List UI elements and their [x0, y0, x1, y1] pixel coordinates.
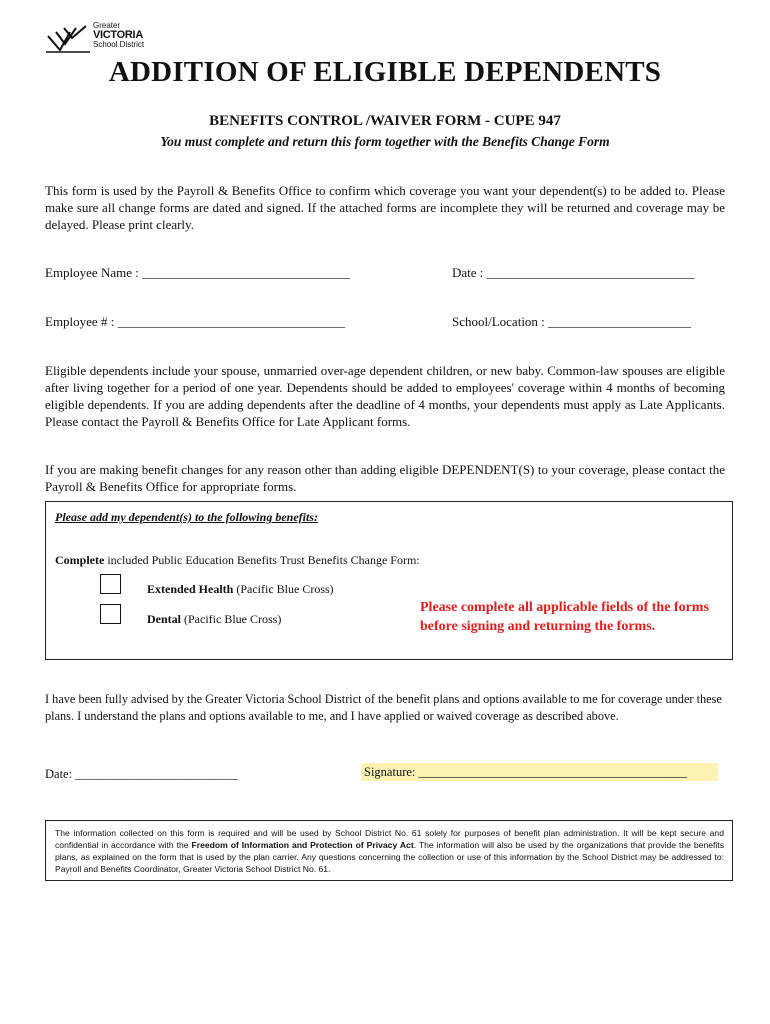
- employee-name-field[interactable]: Employee Name : ________________________________: [45, 265, 351, 280]
- other-changes-paragraph: If you are making benefit changes for any reason other than adding eligible DEPENDENT(S) to your coverage, please contact the Payroll & Benefits Office for appropriate forms.: [45, 462, 725, 494]
- benefits-selection-box: [45, 501, 733, 660]
- signature-field[interactable]: Signature: ___________________________________________: [361, 763, 718, 781]
- acknowledgement-paragraph: I have been fully advised by the Greater Victoria School District of the benefit plans and options available to me for coverage under these plans. I understand the plans and options available to me, and I have applied or waived coverage as described above.: [45, 692, 722, 723]
- benefits-box-heading: Please add my dependent(s) to the following benefits:: [55, 510, 318, 524]
- extended-health-checkbox[interactable]: [100, 574, 121, 594]
- form-subtitle: BENEFITS CONTROL /WAIVER FORM - CUPE 947: [209, 113, 561, 129]
- logo-line-1: Greater: [93, 21, 121, 30]
- dental-provider: (Pacific Blue Cross): [181, 612, 282, 626]
- form-instruction: You must complete and return this form together with the Benefits Change Form: [160, 134, 610, 149]
- privacy-notice-text-1: The information collected on this form is required and will be used by School District No. 61 solely for purposes of benefit plan administration. It will be kept secure and confidential in accordance with the: [55, 828, 724, 850]
- complete-instruction-text: included Public Education Benefits Trust Benefits Change Form:: [104, 553, 420, 567]
- school-location-field[interactable]: School/Location : ______________________: [452, 314, 692, 329]
- privacy-act-name: Freedom of Information and Protection of Privacy Act: [191, 840, 414, 850]
- employee-number-field[interactable]: Employee # : ___________________________________: [45, 314, 346, 329]
- extended-health-label: [147, 582, 334, 597]
- privacy-notice-box: [45, 820, 733, 881]
- completion-warning: Please complete all applicable fields of the forms before signing and returning the forms.: [420, 600, 709, 634]
- signature-date-field[interactable]: Date: __________________________: [45, 767, 238, 781]
- extended-health-provider: (Pacific Blue Cross): [233, 582, 334, 596]
- complete-instruction: [55, 553, 420, 568]
- dental-name: Dental: [147, 612, 181, 626]
- complete-bold-label: Complete: [55, 553, 105, 567]
- dental-checkbox[interactable]: [100, 604, 121, 624]
- privacy-notice-text-2: . The information will also be used by the organizations that provide the benefits plans, as explained on the form that is used by the plan carrier. Any questions concerning the collection or use of this information by the School District may be addressed to: Payroll and Benefits Coordinator, Greater Victoria School District No. 61.: [55, 840, 724, 874]
- date-field[interactable]: Date : ________________________________: [452, 265, 695, 280]
- dental-label: [147, 612, 281, 627]
- district-logo-text: [93, 22, 144, 49]
- page-title: ADDITION OF ELIGIBLE DEPENDENTS: [108, 56, 662, 88]
- eligibility-paragraph: Eligible dependents include your spouse, unmarried over-age dependent children, or new baby. Common-law spouses are eligible after living together for a period of one year. Dependents should be added to employees' coverage within 4 months of becoming eligible dependents. If you are adding dependents after the deadline of 4 months, your dependents must apply as Late Applicants. Please contact the Payroll & Benefits Office for Late Applicant forms.: [45, 363, 725, 429]
- intro-paragraph: This form is used by the Payroll & Benefits Office to confirm which coverage you want your dependent(s) to be added to. Please make sure all change forms are dated and signed. If the attached forms are incomplete they will be returned and coverage may be delayed. Please print clearly.: [45, 183, 725, 232]
- extended-health-name: Extended Health: [147, 582, 234, 596]
- logo-line-2: VICTORIA: [93, 29, 143, 41]
- logo-line-3: School District: [93, 40, 145, 49]
